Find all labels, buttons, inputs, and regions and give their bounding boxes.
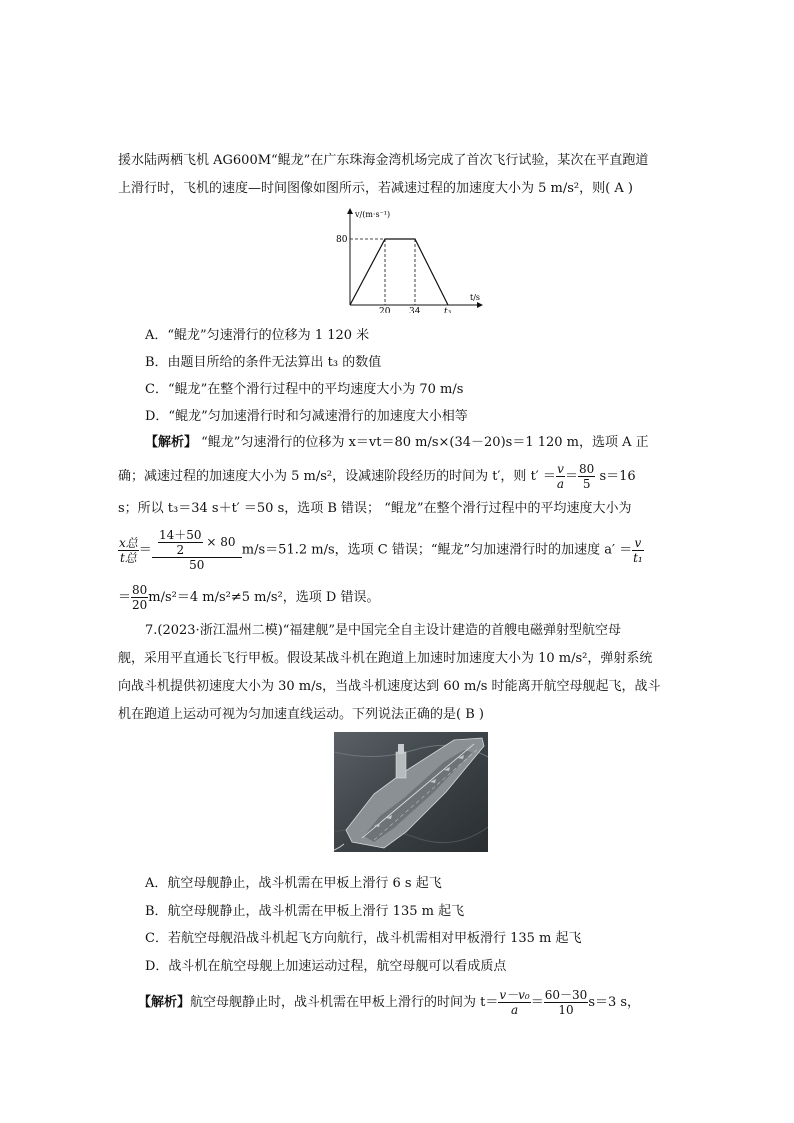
q7-line-2: 舰，采用平直通长飞行甲板。假设某战斗机在跑道上加速时加速度大小为 10 m/s²，弹射系统: [118, 651, 653, 666]
y-axis-label: v/(m·s⁻¹): [355, 210, 391, 219]
q7-line-4: 机在跑道上运动可视为匀加速直线运动。下列说法正确的是( B ): [118, 707, 484, 722]
q6-analysis-3: s；所以 t₃＝34 s＋t′ ＝50 s，选项 B 错误； “鲲龙”在整个滑行过程中的平均速度大小为: [118, 501, 632, 516]
q7-option-b: B．航空母舰静止，战斗机需在甲板上滑行 135 m 起飞: [145, 904, 465, 919]
q7-analysis-1: 【解析】航空母舰静止时，战斗机需在甲板上滑行的时间为 t＝ $\frac{\text{v－v₀}}{a}$ ＝ $\frac{60-30}{10}$ s＝3 s，: [138, 988, 641, 1017]
q7-line-3: 向战斗机提供初速度大小为 30 m/s，当战斗机速度达到 60 m/s 时能离开航空母舰起飞，战斗: [118, 679, 661, 694]
q6-analysis-5: ＝ $\frac{80}{20}$ m/s²＝4 m/s²≠5 m/s²，选项 D 错误。: [118, 583, 380, 612]
q6-line-2: 上滑行时，飞机的速度—时间图像如图所示，若减速过程的加速度大小为 5 m/s²，则( A ): [118, 181, 633, 196]
q6-analysis-1: 【解析】 “鲲龙”匀速滑行的位移为 x＝vt＝80 m/s×(34－20)s＝1 120 m，选项 A 正: [145, 435, 649, 450]
analysis-label: 【解析】: [138, 995, 191, 1010]
x-axis-label: t/s: [470, 293, 481, 302]
x-tick-34: 34: [409, 307, 421, 313]
carrier-island: [396, 752, 406, 778]
y-tick-80: 80: [336, 235, 348, 245]
q6-analysis-4: $\frac{\text{x总}}{\text{t总}}$ ＝ $\frac{14+50}{2}$ × 80 50 m/s＝51.2 m/s，选项 C 错误；“鲲龙”匀加速滑行时的加速度 a′ ＝ $\frac{v}{\text{t₁}}$: [119, 528, 643, 572]
analysis-label: 【解析】: [145, 435, 198, 450]
q6-option-d: D．“鲲龙”匀加速滑行时和匀减速滑行的加速度大小相等: [145, 409, 468, 424]
q6-line-1: 援水陆两栖飞机 AG600M“鲲龙”在广东珠海金湾机场完成了首次飞行试验，某次在平直跑道: [118, 153, 649, 168]
aircraft-carrier-photo: [334, 732, 488, 852]
vt-line: [350, 239, 448, 305]
q6-option-c: C．“鲲龙”在整个滑行过程中的平均速度大小为 70 m/s: [145, 382, 464, 397]
x-tick-20: 20: [379, 307, 391, 313]
x-tick-t3: t₃: [444, 307, 452, 313]
q7-option-c: C．若航空母舰沿战斗机起飞方向航行，战斗机需相对甲板滑行 135 m 起飞: [145, 931, 582, 946]
q6-option-b: B．由题目所给的条件无法算出 t₃ 的数值: [145, 355, 382, 370]
q6-analysis-2: 确；减速过程的加速度大小为 5 m/s²，设减速阶段经历的时间为 t′，则 t′ ＝ $\frac{v}{a}$ ＝ $\frac{80}{5}$ s＝16: [118, 462, 636, 491]
q6-option-a: A．“鲲龙”匀速滑行的位移为 1 120 米: [145, 328, 370, 343]
q7-option-d: D．战斗机在航空母舰上加速运动过程，航空母舰可以看成质点: [145, 959, 507, 974]
vt-graph: [330, 205, 490, 313]
q7-option-a: A．航空母舰静止，战斗机需在甲板上滑行 6 s 起飞: [145, 876, 442, 891]
q7-line-1: 7.(2023·浙江温州二模)“福建舰”是中国完全自主设计建造的首艘电磁弹射型航空母: [145, 623, 622, 638]
